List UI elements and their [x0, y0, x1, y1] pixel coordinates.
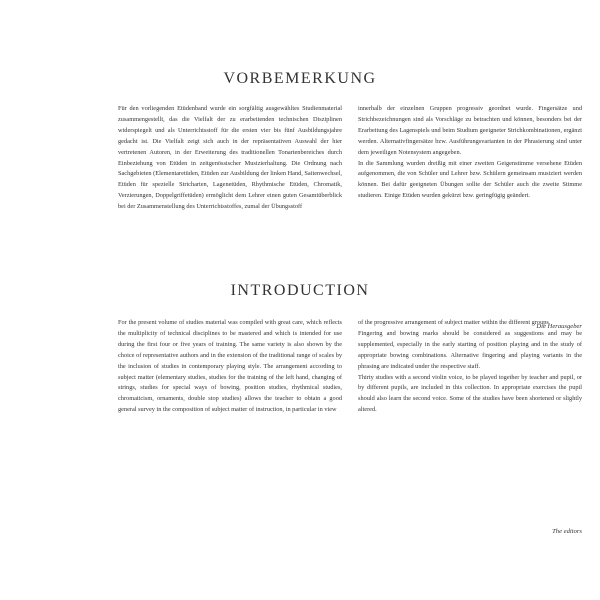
vorbemerkung-signature: Die Herausgeber	[536, 323, 582, 330]
vorbemerkung-title: VORBEMERKUNG	[223, 70, 377, 87]
introduction-column-right	[358, 318, 582, 416]
introduction-paragraph: Thirty studies with a second violin voice, to be played together by teacher and pupil, or by different pupils, are included in this collection. In appropriate exercises the pupil should also learn the second voice. Some of the studies have been shortened or slightly altered.	[358, 373, 582, 414]
vorbemerkung-column-left	[118, 104, 342, 213]
introduction-paragraph: of the progressive arrangement of subject matter within the different groups.	[358, 319, 551, 326]
introduction-column-left	[118, 318, 342, 416]
introduction-signature: The editors	[552, 528, 582, 535]
vorbemerkung-paragraph: innerhalb der einzelnen Gruppen progressiv geordnet wurde. Fingersätze und Strichbezeichnungen sind als Vorschläge zu betrachten und können, besonders bei der Erarbeitung des Lagenspiels und beim Studium geeigneter Strichkombinationen, ergänzt werden. Alternativfingersätze bzw. Ausführungsvarianten in der Phrasierung sind unter dem jeweiligen Notensystem angegeben.	[358, 105, 582, 156]
vorbemerkung-paragraph: Für den vorliegenden Etüdenband wurde ein sorgfältig ausgewähltes Studienmaterial zusammengestellt, das die Vielfalt der zu erarbeitenden technischen Disziplinen widerspiegelt und als Unterrichtsstoff für die ersten vier bis fünf Ausbildungsjahre gedacht ist. Die Vielfalt zeigt sich auch in der repräsentativen Auswahl der hier vertretenen Autoren, in der Erweiterung des traditionellen Tonartenbereiches durch Einbeziehung von Etüden in zeitgenössischer Musizierhaltung. Die Ordnung nach Sachgebieten (Elementaretüden, Etüden zur Ausbildung der linken Hand, Saitenwechsel, Etüden für spezielle Stricharten, Lagenetüden, Rhythmische Etüden, Chromatik, Verzierungen, Doppelgriffetüden) ermöglicht dem Lehrer einen guten Gesamtüberblick bei der Zusammenstellung des Unterrichtsstoffes, zumal der Übungsstoff	[118, 105, 342, 211]
vorbemerkung-paragraph: In die Sammlung wurden dreißig mit einer zweiten Geigenstimme versehene Etüden aufgenommen, die von Schüler und Lehrer bzw. Schülern gemeinsam musiziert werden können. Bei dafür geeigneten Übungen sollte der Schüler auch die zweite Stimme studieren. Einige Etüden wurden gekürzt bzw. geringfügig geändert.	[358, 159, 582, 200]
introduction-title: INTRODUCTION	[230, 282, 370, 299]
vorbemerkung-column-right	[358, 104, 582, 202]
introduction-paragraph: For the present volume of studies material was compiled with great care, which reflects the multiplicity of technical disciplines to be mastered and which is intended for use during the first four or five years of training. The same variety is also shown by the choice of representative authors and in the extension of the traditional range of scales by the inclusion of studies in contemporary playing style. The arrangement according to subject matter (elementary studies, studies for the training of the left hand, changing of strings, studies for special ways of bowing, position studies, rhythmical studies, chromaticism, ornaments, double stop studies) allows the teacher to obtain a good general survey in the composition of subject matter of instruction, in particular in view	[118, 319, 342, 414]
introduction-paragraph: Fingering and bowing marks should be considered as suggestions and may be supplemented, especially in the early starting of position playing and in the study of appropriate bowing combinations. Alternative fingering and playing variants in the phrasing are indicated under the respective staff.	[358, 329, 582, 370]
